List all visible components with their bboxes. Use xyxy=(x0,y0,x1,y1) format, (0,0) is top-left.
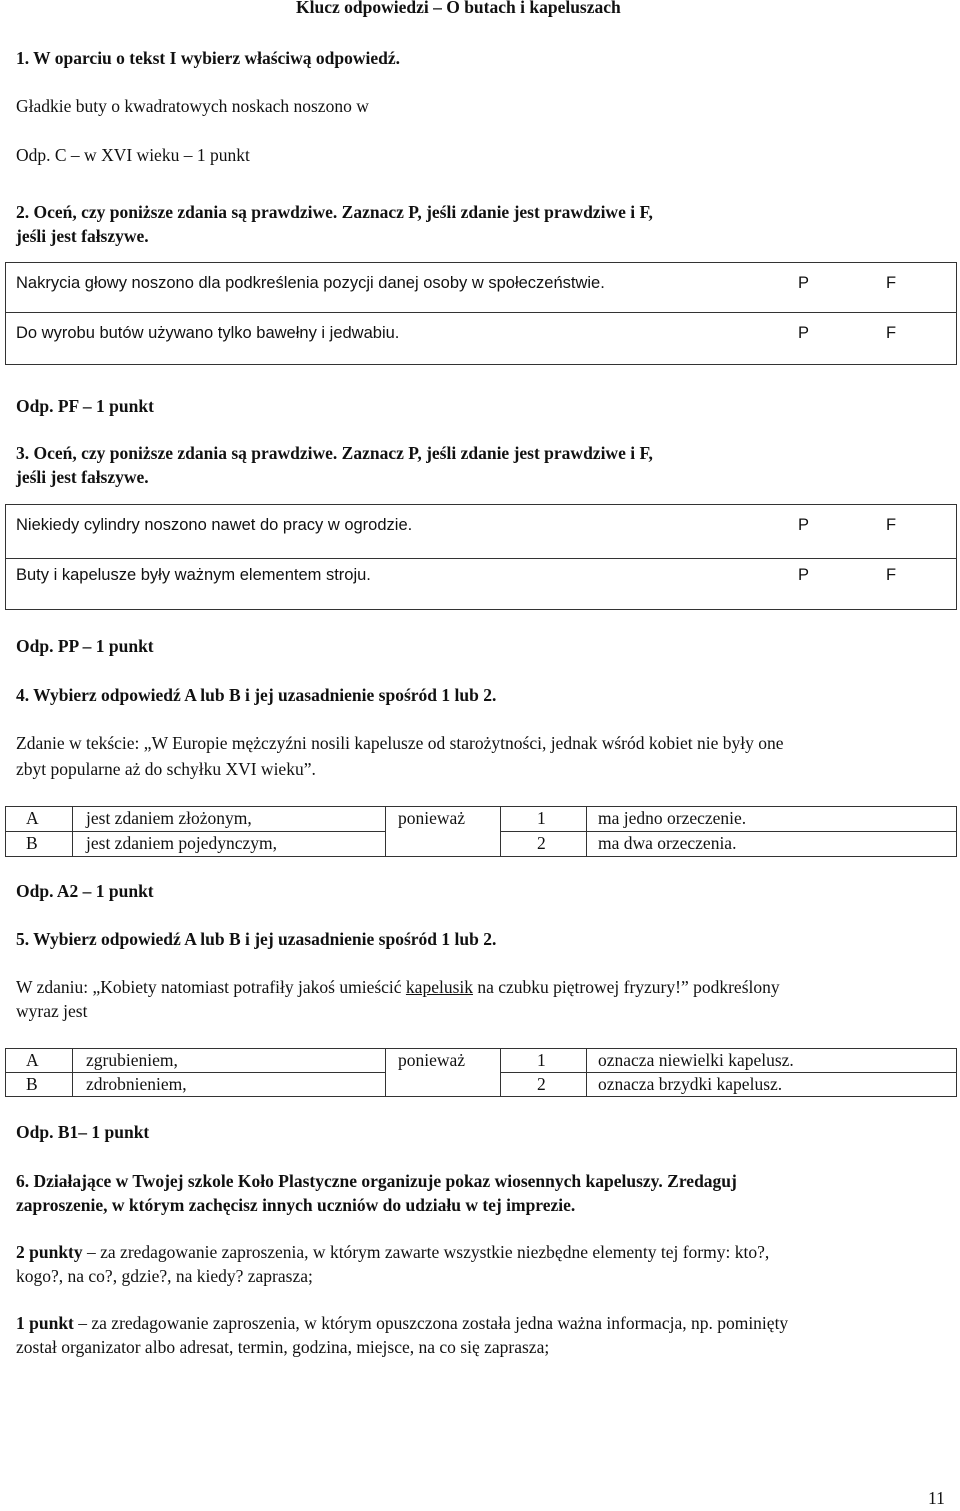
q1-text: Gładkie buty o kwadratowych noskach noszono w xyxy=(16,96,369,116)
q5-row-divider-left xyxy=(5,1072,385,1073)
q6-score-1-label: 1 punkt xyxy=(16,1313,74,1333)
q3-option-f-1[interactable]: F xyxy=(886,516,897,534)
q2-option-p-2[interactable]: P xyxy=(798,324,810,342)
q5-instruction: 5. Wybierz odpowiedź A lub B i jej uzasadnienie spośród 1 lub 2. xyxy=(16,929,497,949)
q2-table-divider xyxy=(5,312,957,313)
q6-score-1-text: – za zredagowanie zaproszenia, w którym opuszczona została jedna ważna informacja, np. pominięty xyxy=(73,1313,789,1333)
q4-col-divider-3 xyxy=(500,806,501,857)
q3-table-divider xyxy=(5,558,957,559)
q2-option-f-1[interactable]: F xyxy=(886,274,897,292)
q2-statement-1: Nakrycia głowy noszono dla podkreślenia pozycji danej osoby w społeczeństwie. xyxy=(16,274,605,292)
q4-row-divider-left xyxy=(5,831,385,832)
q3-statement-2: Buty i kapelusze były ważnym elementem stroju. xyxy=(16,566,371,584)
q5-reason-2-text: oznacza brzydki kapelusz. xyxy=(598,1074,783,1094)
q3-instruction-line2: jeśli jest fałszywe. xyxy=(16,467,149,487)
q5-option-a-letter[interactable]: A xyxy=(26,1050,39,1070)
q4-col-divider-4 xyxy=(586,806,587,857)
q2-answer: Odp. PF – 1 punkt xyxy=(16,396,154,416)
q6-score-2-line1 xyxy=(16,1242,769,1263)
q6-score-2-text: – za zredagowanie zaproszenia, w którym zawarte wszystkie niezbędne elementy tej formy: kto?, xyxy=(82,1242,770,1262)
q5-connector: ponieważ xyxy=(398,1050,466,1070)
q5-row-divider-right xyxy=(500,1072,957,1073)
q5-answer: Odp. B1– 1 punkt xyxy=(16,1122,150,1142)
q6-instruction-line2: zaproszenie, w którym zachęcisz innych uczniów do udziału w tej imprezie. xyxy=(16,1195,576,1215)
q3-instruction-line1: 3. Oceń, czy poniższe zdania są prawdziwe. Zaznacz P, jeśli zdanie jest prawdziwe i F, xyxy=(16,443,653,463)
q4-col-divider-2 xyxy=(385,806,386,857)
q3-answer: Odp. PP – 1 punkt xyxy=(16,636,154,656)
q5-col-divider-3 xyxy=(500,1048,501,1097)
q2-instruction-line2: jeśli jest fałszywe. xyxy=(16,226,149,246)
q3-option-p-1[interactable]: P xyxy=(798,516,810,534)
q5-reason-1-number[interactable]: 1 xyxy=(537,1050,546,1070)
q5-col-divider-4 xyxy=(586,1048,587,1097)
q4-reason-2-text: ma dwa orzeczenia. xyxy=(598,833,737,853)
q2-instruction-line1: 2. Oceń, czy poniższe zdania są prawdziwe. Zaznacz P, jeśli zdanie jest prawdziwe i F, xyxy=(16,202,653,222)
q5-reason-2-number[interactable]: 2 xyxy=(537,1074,546,1094)
q3-option-p-2[interactable]: P xyxy=(798,566,810,584)
q1-answer: Odp. C – w XVI wieku – 1 punkt xyxy=(16,145,250,165)
q4-connector: ponieważ xyxy=(398,808,466,828)
q4-option-a-letter[interactable]: A xyxy=(26,808,39,828)
q6-score-2-label: 2 punkty xyxy=(16,1242,83,1262)
q5-underlined-word: kapelusik xyxy=(405,977,473,997)
q4-reason-1-text: ma jedno orzeczenie. xyxy=(598,808,747,828)
q5-reason-1-text: oznacza niewielki kapelusz. xyxy=(598,1050,794,1070)
q6-score-1-line1 xyxy=(16,1313,788,1334)
q4-option-a-text: jest zdaniem złożonym, xyxy=(86,808,252,828)
q4-option-b-letter[interactable]: B xyxy=(26,833,38,853)
document-header-title: Klucz odpowiedzi – O butach i kapeluszach xyxy=(296,0,621,17)
q6-instruction-line1: 6. Działające w Twojej szkole Koło Plastyczne organizuje pokaz wiosennych kapeluszy. Zredaguj xyxy=(16,1171,737,1191)
q4-instruction: 4. Wybierz odpowiedź A lub B i jej uzasadnienie spośród 1 lub 2. xyxy=(16,685,497,705)
q5-sentence-post: na czubku piętrowej fryzury!” podkreślony xyxy=(473,977,780,997)
q2-statement-2: Do wyrobu butów używano tylko bawełny i jedwabiu. xyxy=(16,324,400,342)
q4-sentence-line1: Zdanie w tekście: „W Europie mężczyźni nosili kapelusze od starożytności, jednak wśród kobiet nie były one xyxy=(16,733,784,753)
q4-reason-1-number[interactable]: 1 xyxy=(537,808,546,828)
q5-sentence-line1 xyxy=(16,977,780,998)
q2-option-f-2[interactable]: F xyxy=(886,324,897,342)
q5-col-divider-2 xyxy=(385,1048,386,1097)
q6-score-2-line2: kogo?, na co?, gdzie?, na kiedy? zaprasza; xyxy=(16,1266,313,1286)
q6-score-1-line2: został organizator albo adresat, termin, godzina, miejsce, na co się zaprasza; xyxy=(16,1337,550,1357)
page-number: 11 xyxy=(928,1488,945,1508)
q5-sentence-line2: wyraz jest xyxy=(16,1001,88,1021)
q4-row-divider-right xyxy=(500,831,957,832)
q5-option-b-letter[interactable]: B xyxy=(26,1074,38,1094)
q3-option-f-2[interactable]: F xyxy=(886,566,897,584)
q3-statement-1: Niekiedy cylindry noszono nawet do pracy w ogrodzie. xyxy=(16,516,413,534)
q4-col-divider-1 xyxy=(72,806,73,857)
q4-option-b-text: jest zdaniem pojedynczym, xyxy=(86,833,277,853)
q4-sentence-line2: zbyt popularne aż do schyłku XVI wieku”. xyxy=(16,759,316,779)
q5-option-a-text: zgrubieniem, xyxy=(86,1050,178,1070)
q2-option-p-1[interactable]: P xyxy=(798,274,810,292)
q4-answer: Odp. A2 – 1 punkt xyxy=(16,881,154,901)
q1-instruction: 1. W oparciu o tekst I wybierz właściwą odpowiedź. xyxy=(16,48,401,68)
q5-col-divider-1 xyxy=(72,1048,73,1097)
q4-reason-2-number[interactable]: 2 xyxy=(537,833,546,853)
q5-sentence-pre: W zdaniu: „Kobiety natomiast potrafiły jakoś umieścić xyxy=(16,977,406,997)
q5-option-b-text: zdrobnieniem, xyxy=(86,1074,187,1094)
